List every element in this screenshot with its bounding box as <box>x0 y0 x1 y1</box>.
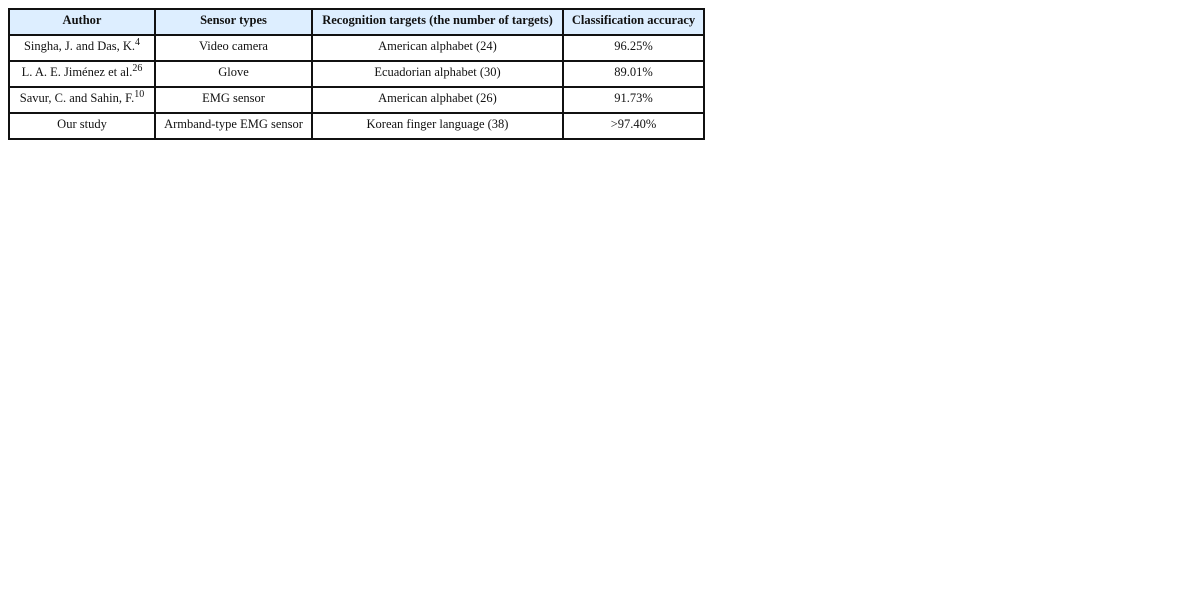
author-name: Singha, J. and Das, K. <box>23 39 136 53</box>
table-body <box>9 35 704 139</box>
author-name: Savur, C. and Sahin, F. <box>19 91 135 105</box>
table-row <box>9 87 704 113</box>
header-classification-accuracy: Classification accuracy <box>563 9 704 35</box>
header-sensor-types: Sensor types <box>155 9 312 35</box>
cell-accuracy: 89.01% <box>563 61 704 87</box>
cell-sensor: Armband-type EMG sensor <box>155 113 312 139</box>
cell-accuracy: >97.40% <box>563 113 704 139</box>
header-row <box>9 9 704 35</box>
author-name: L. A. E. Jiménez et al. <box>21 65 133 79</box>
header-author: Author <box>9 9 155 35</box>
cell-targets: American alphabet (24) <box>312 35 563 61</box>
table-row <box>9 61 704 87</box>
table-header <box>9 9 704 35</box>
cell-targets: Korean finger language (38) <box>312 113 563 139</box>
cell-targets: American alphabet (26) <box>312 87 563 113</box>
cell-author <box>9 61 155 87</box>
cell-author: Our study <box>9 113 155 139</box>
cell-author <box>9 35 155 61</box>
table-row <box>9 113 704 139</box>
cell-sensor: Glove <box>155 61 312 87</box>
reference-superscript: 26 <box>132 63 143 74</box>
reference-superscript: 10 <box>134 89 145 100</box>
comparison-table <box>8 8 705 140</box>
cell-sensor: Video camera <box>155 35 312 61</box>
cell-author <box>9 87 155 113</box>
cell-accuracy: 91.73% <box>563 87 704 113</box>
cell-targets: Ecuadorian alphabet (30) <box>312 61 563 87</box>
cell-accuracy: 96.25% <box>563 35 704 61</box>
header-recognition-targets: Recognition targets (the number of targets) <box>312 9 563 35</box>
table-row <box>9 35 704 61</box>
reference-superscript: 4 <box>135 37 141 48</box>
cell-sensor: EMG sensor <box>155 87 312 113</box>
